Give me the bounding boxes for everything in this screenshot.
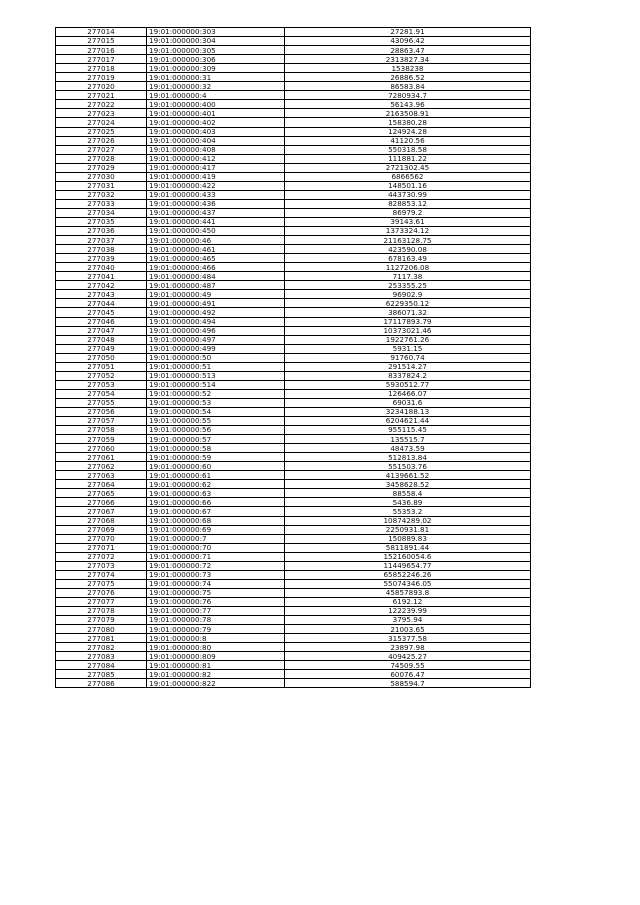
row-number-cell: 277055 — [56, 398, 147, 407]
row-number-cell: 277038 — [56, 245, 147, 254]
cadastral-number-cell: 19:01:000000:31 — [147, 73, 285, 82]
row-number-cell: 277060 — [56, 444, 147, 453]
table-row — [56, 55, 531, 64]
value-cell: 86979.2 — [285, 208, 531, 217]
table-row — [56, 353, 531, 362]
row-number-cell: 277061 — [56, 453, 147, 462]
value-cell: 28863.47 — [285, 46, 531, 55]
table-row — [56, 426, 531, 435]
row-number-cell: 277027 — [56, 145, 147, 154]
table-row — [56, 272, 531, 281]
row-number-cell: 277053 — [56, 380, 147, 389]
table-row — [56, 625, 531, 634]
table-row — [56, 561, 531, 570]
value-cell: 7117.38 — [285, 272, 531, 281]
table-row — [56, 652, 531, 661]
cadastral-number-cell: 19:01:000000:73 — [147, 570, 285, 579]
table-row — [56, 489, 531, 498]
row-number-cell: 277073 — [56, 561, 147, 570]
cadastral-number-cell: 19:01:000000:71 — [147, 552, 285, 561]
value-cell: 6866562 — [285, 172, 531, 181]
row-number-cell: 277064 — [56, 480, 147, 489]
row-number-cell: 277020 — [56, 82, 147, 91]
cadastral-number-cell: 19:01:000000:60 — [147, 462, 285, 471]
table-row — [56, 643, 531, 652]
table-row — [56, 362, 531, 371]
row-number-cell: 277025 — [56, 127, 147, 136]
cadastral-number-cell: 19:01:000000:61 — [147, 471, 285, 480]
cadastral-number-cell: 19:01:000000:487 — [147, 281, 285, 290]
value-cell: 1373324.12 — [285, 227, 531, 236]
row-number-cell: 277066 — [56, 498, 147, 507]
cadastral-number-cell: 19:01:000000:72 — [147, 561, 285, 570]
value-cell: 39143.61 — [285, 217, 531, 226]
row-number-cell: 277076 — [56, 588, 147, 597]
cadastral-number-cell: 19:01:000000:55 — [147, 417, 285, 426]
value-cell: 3795.94 — [285, 616, 531, 625]
cadastral-number-cell: 19:01:000000:305 — [147, 46, 285, 55]
value-cell: 1538238 — [285, 64, 531, 73]
table-row — [56, 46, 531, 55]
value-cell: 55074346.05 — [285, 579, 531, 588]
table-row — [56, 552, 531, 561]
value-cell: 2721302.45 — [285, 163, 531, 172]
value-cell: 96902.9 — [285, 290, 531, 299]
row-number-cell: 277040 — [56, 263, 147, 272]
cadastral-number-cell: 19:01:000000:494 — [147, 317, 285, 326]
row-number-cell: 277035 — [56, 217, 147, 226]
cadastral-number-cell: 19:01:000000:66 — [147, 498, 285, 507]
row-number-cell: 277029 — [56, 163, 147, 172]
table-row — [56, 597, 531, 606]
cadastral-number-cell: 19:01:000000:70 — [147, 543, 285, 552]
cadastral-number-cell: 19:01:000000:49 — [147, 290, 285, 299]
cadastral-number-cell: 19:01:000000:436 — [147, 199, 285, 208]
table-row — [56, 543, 531, 552]
value-cell: 291514.27 — [285, 362, 531, 371]
row-number-cell: 277051 — [56, 362, 147, 371]
row-number-cell: 277036 — [56, 227, 147, 236]
row-number-cell: 277037 — [56, 236, 147, 245]
table-row — [56, 145, 531, 154]
cadastral-number-cell: 19:01:000000:461 — [147, 245, 285, 254]
value-cell: 550318.58 — [285, 145, 531, 154]
row-number-cell: 277014 — [56, 28, 147, 37]
value-cell: 1127206.08 — [285, 263, 531, 272]
value-cell: 74509.55 — [285, 661, 531, 670]
cadastral-number-cell: 19:01:000000:499 — [147, 344, 285, 353]
table-row — [56, 570, 531, 579]
table-row — [56, 607, 531, 616]
cadastral-number-cell: 19:01:000000:403 — [147, 127, 285, 136]
cadastral-number-cell: 19:01:000000:491 — [147, 299, 285, 308]
row-number-cell: 277074 — [56, 570, 147, 579]
row-number-cell: 277056 — [56, 407, 147, 416]
cadastral-number-cell: 19:01:000000:513 — [147, 371, 285, 380]
cadastral-number-cell: 19:01:000000:466 — [147, 263, 285, 272]
row-number-cell: 277054 — [56, 389, 147, 398]
row-number-cell: 277069 — [56, 525, 147, 534]
table-row — [56, 679, 531, 688]
cadastral-number-cell: 19:01:000000:81 — [147, 661, 285, 670]
table-row — [56, 245, 531, 254]
cadastral-number-cell: 19:01:000000:63 — [147, 489, 285, 498]
cadastral-number-cell: 19:01:000000:514 — [147, 380, 285, 389]
table-row — [56, 661, 531, 670]
cadastral-number-cell: 19:01:000000:492 — [147, 308, 285, 317]
table-row — [56, 335, 531, 344]
table-row — [56, 498, 531, 507]
cadastral-number-cell: 19:01:000000:450 — [147, 227, 285, 236]
row-number-cell: 277068 — [56, 516, 147, 525]
table-row — [56, 181, 531, 190]
cadastral-number-cell: 19:01:000000:4 — [147, 91, 285, 100]
value-cell: 55353.2 — [285, 507, 531, 516]
value-cell: 21163128.75 — [285, 236, 531, 245]
row-number-cell: 277047 — [56, 326, 147, 335]
row-number-cell: 277063 — [56, 471, 147, 480]
table-row — [56, 127, 531, 136]
cadastral-number-cell: 19:01:000000:402 — [147, 118, 285, 127]
row-number-cell: 277050 — [56, 353, 147, 362]
value-cell: 69031.6 — [285, 398, 531, 407]
table-row — [56, 534, 531, 543]
row-number-cell: 277019 — [56, 73, 147, 82]
cadastral-number-cell: 19:01:000000:67 — [147, 507, 285, 516]
cadastral-number-cell: 19:01:000000:77 — [147, 607, 285, 616]
row-number-cell: 277085 — [56, 670, 147, 679]
table-row — [56, 263, 531, 272]
row-number-cell: 277043 — [56, 290, 147, 299]
table-row — [56, 82, 531, 91]
value-cell: 60076.47 — [285, 670, 531, 679]
table-row — [56, 91, 531, 100]
table-row — [56, 199, 531, 208]
table-row — [56, 525, 531, 534]
row-number-cell: 277041 — [56, 272, 147, 281]
row-number-cell: 277016 — [56, 46, 147, 55]
row-number-cell: 277077 — [56, 597, 147, 606]
table-row — [56, 154, 531, 163]
cadastral-value-table — [55, 27, 531, 688]
value-cell: 10874289.02 — [285, 516, 531, 525]
row-number-cell: 277030 — [56, 172, 147, 181]
table-row — [56, 118, 531, 127]
table-row — [56, 435, 531, 444]
row-number-cell: 277022 — [56, 100, 147, 109]
table-row — [56, 172, 531, 181]
value-cell: 1922761.26 — [285, 335, 531, 344]
value-cell: 111881.22 — [285, 154, 531, 163]
table-row — [56, 634, 531, 643]
cadastral-number-cell: 19:01:000000:433 — [147, 190, 285, 199]
table-row — [56, 37, 531, 46]
row-number-cell: 277086 — [56, 679, 147, 688]
cadastral-number-cell: 19:01:000000:8 — [147, 634, 285, 643]
cadastral-number-cell: 19:01:000000:303 — [147, 28, 285, 37]
row-number-cell: 277062 — [56, 462, 147, 471]
row-number-cell: 277084 — [56, 661, 147, 670]
row-number-cell: 277049 — [56, 344, 147, 353]
row-number-cell: 277079 — [56, 616, 147, 625]
value-cell: 315377.58 — [285, 634, 531, 643]
value-cell: 588594.7 — [285, 679, 531, 688]
row-number-cell: 277028 — [56, 154, 147, 163]
value-cell: 88558.4 — [285, 489, 531, 498]
table-row — [56, 444, 531, 453]
row-number-cell: 277017 — [56, 55, 147, 64]
cadastral-number-cell: 19:01:000000:404 — [147, 136, 285, 145]
value-cell: 135515.7 — [285, 435, 531, 444]
table-row — [56, 217, 531, 226]
row-number-cell: 277024 — [56, 118, 147, 127]
cadastral-number-cell: 19:01:000000:51 — [147, 362, 285, 371]
cadastral-number-cell: 19:01:000000:68 — [147, 516, 285, 525]
row-number-cell: 277057 — [56, 417, 147, 426]
cadastral-number-cell: 19:01:000000:50 — [147, 353, 285, 362]
cadastral-number-cell: 19:01:000000:62 — [147, 480, 285, 489]
cadastral-number-cell: 19:01:000000:496 — [147, 326, 285, 335]
value-cell: 6229350.12 — [285, 299, 531, 308]
table-row — [56, 254, 531, 263]
value-cell: 91760.74 — [285, 353, 531, 362]
row-number-cell: 277033 — [56, 199, 147, 208]
value-cell: 124924.28 — [285, 127, 531, 136]
table-row — [56, 453, 531, 462]
cadastral-number-cell: 19:01:000000:437 — [147, 208, 285, 217]
table-row — [56, 471, 531, 480]
table-row — [56, 109, 531, 118]
cadastral-number-cell: 19:01:000000:497 — [147, 335, 285, 344]
cadastral-number-cell: 19:01:000000:309 — [147, 64, 285, 73]
value-cell: 8337824.2 — [285, 371, 531, 380]
value-cell: 11449654.77 — [285, 561, 531, 570]
value-cell: 443730.99 — [285, 190, 531, 199]
row-number-cell: 277052 — [56, 371, 147, 380]
row-number-cell: 277026 — [56, 136, 147, 145]
cadastral-number-cell: 19:01:000000:74 — [147, 579, 285, 588]
row-number-cell: 277048 — [56, 335, 147, 344]
row-number-cell: 277083 — [56, 652, 147, 661]
cadastral-number-cell: 19:01:000000:56 — [147, 426, 285, 435]
table-row — [56, 670, 531, 679]
value-cell: 23897.98 — [285, 643, 531, 652]
value-cell: 122239.99 — [285, 607, 531, 616]
table-row — [56, 398, 531, 407]
cadastral-number-cell: 19:01:000000:82 — [147, 670, 285, 679]
cadastral-number-cell: 19:01:000000:422 — [147, 181, 285, 190]
cadastral-number-cell: 19:01:000000:53 — [147, 398, 285, 407]
cadastral-number-cell: 19:01:000000:306 — [147, 55, 285, 64]
value-cell: 86583.84 — [285, 82, 531, 91]
table-row — [56, 480, 531, 489]
row-number-cell: 277072 — [56, 552, 147, 561]
row-number-cell: 277031 — [56, 181, 147, 190]
value-cell: 5930512.77 — [285, 380, 531, 389]
value-cell: 828853.12 — [285, 199, 531, 208]
table-row — [56, 417, 531, 426]
value-cell: 48473.59 — [285, 444, 531, 453]
value-cell: 512813.84 — [285, 453, 531, 462]
row-number-cell: 277070 — [56, 534, 147, 543]
value-cell: 3234188.13 — [285, 407, 531, 416]
table-row — [56, 516, 531, 525]
value-cell: 148501.16 — [285, 181, 531, 190]
row-number-cell: 277059 — [56, 435, 147, 444]
table-row — [56, 281, 531, 290]
cadastral-number-cell: 19:01:000000:304 — [147, 37, 285, 46]
table-row — [56, 227, 531, 236]
value-cell: 551503.76 — [285, 462, 531, 471]
row-number-cell: 277039 — [56, 254, 147, 263]
value-cell: 423590.08 — [285, 245, 531, 254]
cadastral-number-cell: 19:01:000000:441 — [147, 217, 285, 226]
table-row — [56, 299, 531, 308]
row-number-cell: 277046 — [56, 317, 147, 326]
value-cell: 56143.96 — [285, 100, 531, 109]
table-row — [56, 389, 531, 398]
cadastral-number-cell: 19:01:000000:76 — [147, 597, 285, 606]
cadastral-number-cell: 19:01:000000:52 — [147, 389, 285, 398]
row-number-cell: 277018 — [56, 64, 147, 73]
row-number-cell: 277082 — [56, 643, 147, 652]
value-cell: 678163.49 — [285, 254, 531, 263]
table-row — [56, 326, 531, 335]
table-row — [56, 407, 531, 416]
value-cell: 158380.28 — [285, 118, 531, 127]
cadastral-number-cell: 19:01:000000:78 — [147, 616, 285, 625]
table-row — [56, 344, 531, 353]
value-cell: 2250931.81 — [285, 525, 531, 534]
cadastral-number-cell: 19:01:000000:32 — [147, 82, 285, 91]
table-body — [56, 28, 531, 688]
value-cell: 150889.83 — [285, 534, 531, 543]
cadastral-number-cell: 19:01:000000:7 — [147, 534, 285, 543]
table-row — [56, 190, 531, 199]
value-cell: 126466.07 — [285, 389, 531, 398]
value-cell: 45857893.8 — [285, 588, 531, 597]
row-number-cell: 277067 — [56, 507, 147, 516]
value-cell: 152160054.6 — [285, 552, 531, 561]
row-number-cell: 277023 — [56, 109, 147, 118]
cadastral-number-cell: 19:01:000000:401 — [147, 109, 285, 118]
cadastral-number-cell: 19:01:000000:58 — [147, 444, 285, 453]
row-number-cell: 277058 — [56, 426, 147, 435]
row-number-cell: 277032 — [56, 190, 147, 199]
value-cell: 5931.15 — [285, 344, 531, 353]
table-row — [56, 290, 531, 299]
row-number-cell: 277021 — [56, 91, 147, 100]
row-number-cell: 277034 — [56, 208, 147, 217]
row-number-cell: 277065 — [56, 489, 147, 498]
table-row — [56, 28, 531, 37]
cadastral-number-cell: 19:01:000000:79 — [147, 625, 285, 634]
value-cell: 2163508.91 — [285, 109, 531, 118]
value-cell: 6204621.44 — [285, 417, 531, 426]
value-cell: 65852246.26 — [285, 570, 531, 579]
table-row — [56, 317, 531, 326]
row-number-cell: 277075 — [56, 579, 147, 588]
table-row — [56, 236, 531, 245]
cadastral-number-cell: 19:01:000000:400 — [147, 100, 285, 109]
cadastral-number-cell: 19:01:000000:69 — [147, 525, 285, 534]
value-cell: 6192.12 — [285, 597, 531, 606]
cadastral-number-cell: 19:01:000000:46 — [147, 236, 285, 245]
table-row — [56, 73, 531, 82]
value-cell: 27281.91 — [285, 28, 531, 37]
value-cell: 2313827.34 — [285, 55, 531, 64]
table-row — [56, 507, 531, 516]
cadastral-number-cell: 19:01:000000:57 — [147, 435, 285, 444]
table-row — [56, 163, 531, 172]
table-row — [56, 579, 531, 588]
row-number-cell: 277080 — [56, 625, 147, 634]
value-cell: 17117893.79 — [285, 317, 531, 326]
value-cell: 21003.65 — [285, 625, 531, 634]
table-row — [56, 64, 531, 73]
cadastral-number-cell: 19:01:000000:80 — [147, 643, 285, 652]
value-cell: 386071.32 — [285, 308, 531, 317]
row-number-cell: 277045 — [56, 308, 147, 317]
cadastral-number-cell: 19:01:000000:59 — [147, 453, 285, 462]
table-row — [56, 371, 531, 380]
value-cell: 10373021.46 — [285, 326, 531, 335]
row-number-cell: 277015 — [56, 37, 147, 46]
row-number-cell: 277071 — [56, 543, 147, 552]
table-row — [56, 308, 531, 317]
value-cell: 43096.42 — [285, 37, 531, 46]
value-cell: 5436.89 — [285, 498, 531, 507]
value-cell: 4139661.52 — [285, 471, 531, 480]
table-row — [56, 136, 531, 145]
cadastral-number-cell: 19:01:000000:809 — [147, 652, 285, 661]
cadastral-number-cell: 19:01:000000:822 — [147, 679, 285, 688]
table-row — [56, 616, 531, 625]
row-number-cell: 277044 — [56, 299, 147, 308]
cadastral-number-cell: 19:01:000000:54 — [147, 407, 285, 416]
cadastral-number-cell: 19:01:000000:412 — [147, 154, 285, 163]
value-cell: 3458628.52 — [285, 480, 531, 489]
value-cell: 26886.52 — [285, 73, 531, 82]
cadastral-number-cell: 19:01:000000:419 — [147, 172, 285, 181]
cadastral-number-cell: 19:01:000000:484 — [147, 272, 285, 281]
cadastral-number-cell: 19:01:000000:75 — [147, 588, 285, 597]
cadastral-number-cell: 19:01:000000:408 — [147, 145, 285, 154]
value-cell: 41120.56 — [285, 136, 531, 145]
table-row — [56, 100, 531, 109]
value-cell: 7280934.7 — [285, 91, 531, 100]
row-number-cell: 277078 — [56, 607, 147, 616]
value-cell: 409425.27 — [285, 652, 531, 661]
cadastral-number-cell: 19:01:000000:465 — [147, 254, 285, 263]
value-cell: 5811891.44 — [285, 543, 531, 552]
row-number-cell: 277042 — [56, 281, 147, 290]
row-number-cell: 277081 — [56, 634, 147, 643]
table-row — [56, 380, 531, 389]
table-row — [56, 588, 531, 597]
table-row — [56, 208, 531, 217]
value-cell: 955115.45 — [285, 426, 531, 435]
table-row — [56, 462, 531, 471]
cadastral-number-cell: 19:01:000000:417 — [147, 163, 285, 172]
value-cell: 253355.25 — [285, 281, 531, 290]
